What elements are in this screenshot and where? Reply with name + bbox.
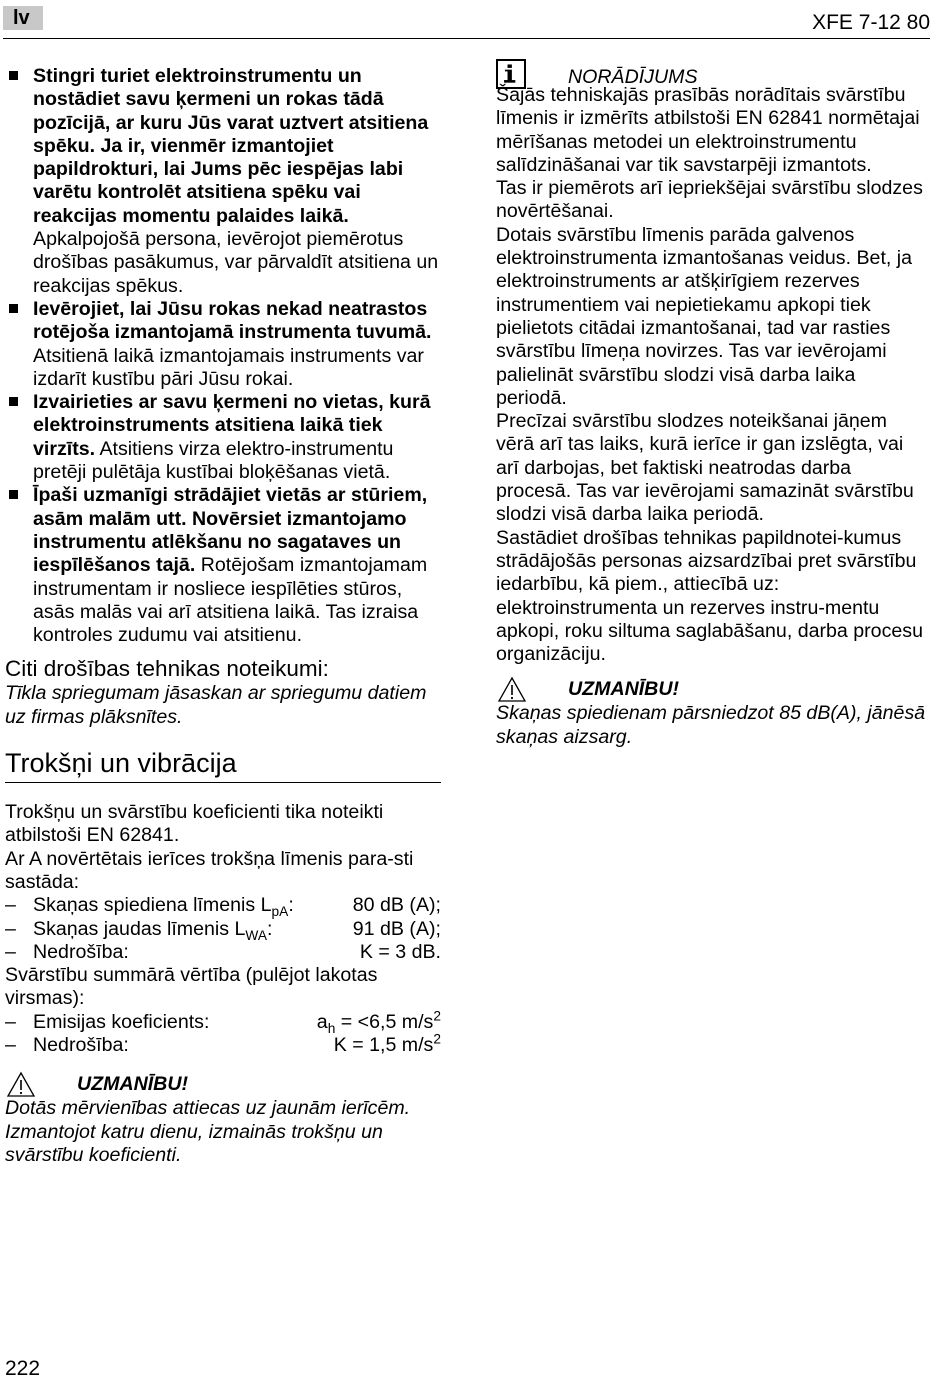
vibration-row: [5, 1008, 441, 1036]
bullet-item: [5, 65, 441, 298]
bullet-text: Apkalpojošā persona, ievērojot piemērotus drošības pasākumus, var pārvaldīt atsitiena un reakcijas spēkus.: [33, 228, 439, 297]
model-number: XFE 7-12 80: [812, 11, 930, 34]
notice-paragraph: Tas ir piemērots arī iepriekšējai svārstību slodzes novērtēšanai.: [496, 177, 923, 223]
notice-paragraph: Sastādiet drošības tehnikas papildnotei-kumus strādājošās personas aizsardzībai pret svārstību iedarbību, kā piem., attiecībā uz: elektroinstrumenta un rezerves instru-mentu apkopi, roku siltuma saglabāšanu, darba procesu organizāciju.: [496, 526, 923, 666]
bullet-bold-text: Stingri turiet elektroinstrumentu un nostādiet savu ķermeni un rokas tādā pozīcijā, ar kuru Jūs varat uztvert atsitiena spēku. Ja ir, vienmēr izmantojiet papildrokturi, lai Jums pēc iespējas labi varētu kontrolēt atsitiena spēku vai reakcijas momentu palaides laikā.: [33, 65, 429, 227]
notice-paragraph: Dotais svārstību līmenis parāda galvenos elektroinstrumenta izmantošanas veidus. Bet, ja elektroinstruments ar atšķirīgiem rezerves instrumentiem vai nepietiekamu apkopi tiek pielietots citādai izmantošanai, tad var rasties svārstību līmeņa novirzes. Tas var ievērojami palielināt svārstību slodzi visā darba laika periodā.: [496, 223, 913, 409]
noise-row: [5, 941, 441, 964]
warning-triangle-icon: [496, 676, 546, 702]
noise-label: Skaņas jaudas līmenis $L_{WA}$:: [33, 917, 273, 943]
dash: –: [5, 917, 16, 940]
caution-title: UZMANĪBU!: [77, 1072, 189, 1095]
caution-header: [5, 1071, 441, 1097]
header-rule: [3, 38, 930, 39]
noise-label: Nedrošība:: [33, 940, 129, 963]
vibration-value: K = 1,5 $m/s^2$: [333, 1031, 441, 1056]
noise-a-text: Ar A novērtētais ierīces trokšņa līmenis para-sti sastāda:: [5, 847, 414, 893]
vibration-label: Nedrošība:: [33, 1033, 129, 1056]
noise-intro: Trokšņu un svārstību koeficienti tika noteikti atbilstoši EN 62841.: [5, 801, 384, 847]
caution-header: [496, 676, 930, 702]
language-tag: lv: [3, 6, 43, 30]
noise-label: Skaņas spiediena līmenis $L_{pA}$:: [33, 894, 294, 920]
left-column: [5, 65, 441, 1167]
noise-value: 80 dB (A);: [352, 894, 441, 917]
bullet-bold-text: Īpaši uzmanīgi strādājiet vietās ar stūriem, asām malām utt. Novērsiet izmantojamo instrumentu atlēkšanu no sagataves un iespīlēšanos tajā.: [33, 484, 428, 577]
bullet-item: [5, 484, 441, 647]
bullet-text: Rotējošam izmantojamam instrumentam ir nosliece iespīlēties stūros, asās malās vai arī atsitiena laikā. Tas izraisa kontroles zudumu vai atsitienu.: [33, 554, 428, 647]
info-icon: [496, 59, 526, 89]
notice-paragraph: Šajās tehniskajās prasībās norādītais svārstību līmenis ir izmērīts atbilstoši EN 62841 normētajai mērīšanas metodei un elektroinstrumentu salīdzināšanai var tik savstarpēji izmantots.: [496, 84, 920, 176]
bullet-text: Atsitiens virza elektro-instrumentu pretēji pulētāja kustībai bloķēšanas vietā.: [33, 437, 394, 484]
dash: –: [5, 1010, 16, 1033]
noise-value: K = 3 dB.: [359, 940, 441, 963]
noise-value: 91 dB (A);: [352, 917, 441, 940]
vibration-row: [5, 1031, 441, 1057]
noise-row: [5, 894, 441, 920]
page-number: 222: [5, 1357, 41, 1380]
bullet-item: [5, 298, 441, 391]
vibration-label: Emisijas koeficients:: [33, 1010, 210, 1033]
caution-text: Skaņas spiedienam pārsniedzot 85 dB(A), jānēsā skaņas aizsarg.: [496, 702, 926, 748]
caution-title: UZMANĪBU!: [568, 677, 680, 700]
dash: –: [5, 1033, 16, 1056]
vibration-value: $a_h = <6,5$ $m/s^2$: [316, 1008, 441, 1036]
dash: –: [5, 894, 16, 917]
caution-text: Dotās mērvienības attiecas uz jaunām ierīcēm. Izmantojot katru dienu, izmainās trokšņu un svārstību koeficienti.: [5, 1097, 411, 1166]
bullet-item: [5, 391, 441, 484]
bullet-bold-text: Izvairieties ar savu ķermeni no vietas, kurā elektroinstruments atsitiena laikā tiek virzīts.: [33, 391, 431, 460]
vibration-intro: Svārstību summārā vērtība (pulējot lakotas virsmas):: [5, 964, 378, 1010]
bullet-bold-text: Ievērojiet, lai Jūsu rokas nekad neatrastos rotējoša izmantojamā instrumenta tuvumā.: [33, 297, 432, 344]
other-safety-heading: Citi drošības tehnikas noteikumi:: [5, 656, 329, 682]
other-safety-text: Tīkla spriegumam jāsaskan ar spriegumu datiem uz firmas plāksnītes.: [5, 682, 427, 728]
section-title: Trokšņi un vibrācija: [5, 747, 441, 783]
warning-triangle-icon: [5, 1071, 55, 1097]
bullet-text: Atsitienā laikā izmantojamais instruments var izdarīt kustību pāri Jūsu rokai.: [33, 344, 424, 390]
noise-row: [5, 918, 441, 941]
right-column: [496, 65, 930, 749]
notice-paragraph: Precīzai svārstību slodzes noteikšanai jāņem vērā arī tas laiks, kurā ierīce ir gan izslēgta, vai arī darbojas, bet faktiski neatrodas darba procesā. Tas var ievērojami samazināt svārstību slodzi visā darba laika periodā.: [496, 410, 914, 526]
notice-title: NORĀDĪJUMS: [568, 66, 698, 88]
dash: –: [5, 940, 16, 963]
